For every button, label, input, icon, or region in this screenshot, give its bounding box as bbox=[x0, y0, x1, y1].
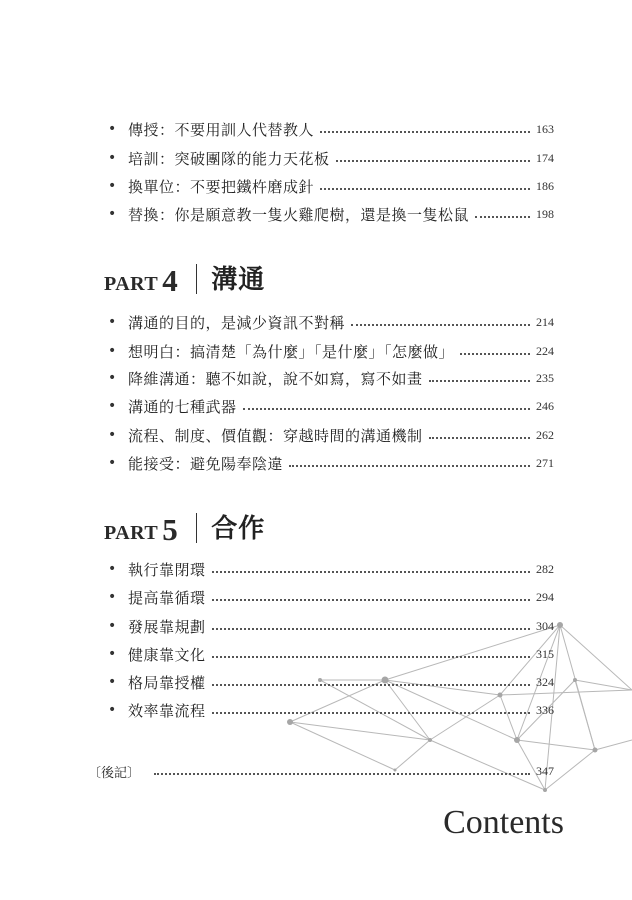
bullet: • bbox=[108, 398, 117, 414]
entry-page: 304 bbox=[536, 618, 554, 633]
entry-title: 換單位：不要把鐵杵磨成針 bbox=[128, 177, 315, 196]
toc-entry[interactable] bbox=[108, 118, 554, 140]
dot-leader bbox=[460, 353, 530, 355]
dot-leader bbox=[351, 324, 530, 326]
entry-title: 流程、制度、價值觀：穿越時間的溝通機制 bbox=[128, 426, 423, 445]
bullet: • bbox=[108, 178, 117, 194]
entry-page: 347 bbox=[536, 763, 554, 778]
toc-entry[interactable] bbox=[108, 424, 554, 446]
toc-entry[interactable] bbox=[108, 643, 554, 665]
entry-page: 282 bbox=[536, 561, 554, 576]
entry-page: 214 bbox=[536, 314, 554, 329]
entry-page: 163 bbox=[536, 121, 554, 136]
part-4-heading bbox=[104, 256, 265, 296]
entry-page: 324 bbox=[536, 674, 554, 689]
toc-entry[interactable] bbox=[108, 671, 554, 693]
entry-title: 健康靠文化 bbox=[128, 645, 206, 664]
divider bbox=[196, 513, 198, 543]
entry-title: 格局靠授權 bbox=[128, 673, 206, 692]
entry-page: 315 bbox=[536, 646, 554, 661]
divider bbox=[196, 264, 198, 294]
toc-entry[interactable] bbox=[108, 395, 554, 417]
bullet: • bbox=[108, 674, 117, 690]
toc-entry[interactable] bbox=[108, 699, 554, 721]
dot-leader bbox=[154, 773, 530, 775]
bullet: • bbox=[108, 589, 117, 605]
part-number: 4 bbox=[162, 263, 178, 298]
toc-entry[interactable] bbox=[108, 147, 554, 169]
entry-page: 271 bbox=[536, 455, 554, 470]
entry-title: 提高靠循環 bbox=[128, 588, 206, 607]
dot-leader bbox=[429, 380, 530, 382]
entry-title: 溝通的七種武器 bbox=[128, 397, 237, 416]
toc-entry[interactable] bbox=[108, 558, 554, 580]
entry-page: 246 bbox=[536, 398, 554, 413]
dot-leader bbox=[212, 684, 530, 686]
part-number: 5 bbox=[162, 512, 178, 547]
part-label: PART bbox=[104, 273, 159, 295]
bullet: • bbox=[108, 427, 117, 443]
toc-entry[interactable] bbox=[108, 340, 554, 362]
part-title: 合作 bbox=[211, 514, 266, 544]
bullet: • bbox=[108, 314, 117, 330]
dot-leader bbox=[243, 408, 530, 410]
entry-title: 效率靠流程 bbox=[128, 701, 206, 720]
toc-entry[interactable] bbox=[108, 586, 554, 608]
bullet: • bbox=[108, 455, 117, 471]
toc-entry[interactable] bbox=[108, 452, 554, 474]
part-label: PART bbox=[104, 522, 159, 544]
entry-page: 198 bbox=[536, 206, 554, 221]
entry-title: 溝通的目的，是減少資訊不對稱 bbox=[128, 313, 346, 332]
part-title: 溝通 bbox=[211, 265, 266, 295]
bullet: • bbox=[108, 206, 117, 222]
toc-entry[interactable] bbox=[108, 311, 554, 333]
entry-page: 174 bbox=[536, 150, 554, 165]
bullet: • bbox=[108, 618, 117, 634]
dot-leader bbox=[320, 131, 530, 133]
part-5-heading bbox=[104, 505, 265, 545]
toc-entry-epilogue[interactable] bbox=[88, 760, 554, 782]
entry-title: 降維溝通：聽不如說，說不如寫，寫不如畫 bbox=[128, 369, 423, 388]
entry-title: 培訓：突破團隊的能力天花板 bbox=[128, 149, 330, 168]
dot-leader bbox=[212, 712, 530, 714]
entry-title: 傳授：不要用訓人代替教人 bbox=[128, 120, 315, 139]
bullet: • bbox=[108, 121, 117, 137]
entry-title: 替換：你是願意教一隻火雞爬樹，還是換一隻松鼠 bbox=[128, 205, 470, 224]
toc-entry[interactable] bbox=[108, 203, 554, 225]
bullet: • bbox=[108, 561, 117, 577]
dot-leader bbox=[212, 571, 530, 573]
entry-title: 能接受：避免陽奉陰違 bbox=[128, 454, 284, 473]
contents-label: Contents bbox=[443, 804, 564, 841]
entry-title: 〔後記〕 bbox=[88, 765, 141, 781]
bullet: • bbox=[108, 150, 117, 166]
dot-leader bbox=[320, 188, 530, 190]
dot-leader bbox=[212, 656, 530, 658]
entry-page: 186 bbox=[536, 178, 554, 193]
bullet: • bbox=[108, 343, 117, 359]
toc-entry[interactable] bbox=[108, 615, 554, 637]
entry-page: 235 bbox=[536, 370, 554, 385]
dot-leader bbox=[475, 216, 530, 218]
entry-title: 執行靠閉環 bbox=[128, 560, 206, 579]
toc-entry[interactable] bbox=[108, 367, 554, 389]
bullet: • bbox=[108, 702, 117, 718]
dot-leader bbox=[429, 437, 530, 439]
entry-page: 262 bbox=[536, 427, 554, 442]
entry-page: 336 bbox=[536, 702, 554, 717]
entry-title: 想明白：搞清楚「為什麼」「是什麼」「怎麼做」 bbox=[128, 342, 455, 361]
dot-leader bbox=[289, 465, 530, 467]
entry-page: 224 bbox=[536, 343, 554, 358]
bullet: • bbox=[108, 370, 117, 386]
dot-leader bbox=[212, 599, 530, 601]
toc-entry[interactable] bbox=[108, 175, 554, 197]
entry-title: 發展靠規劃 bbox=[128, 617, 206, 636]
dot-leader bbox=[336, 160, 530, 162]
bullet: • bbox=[108, 646, 117, 662]
entry-page: 294 bbox=[536, 589, 554, 604]
dot-leader bbox=[212, 628, 530, 630]
